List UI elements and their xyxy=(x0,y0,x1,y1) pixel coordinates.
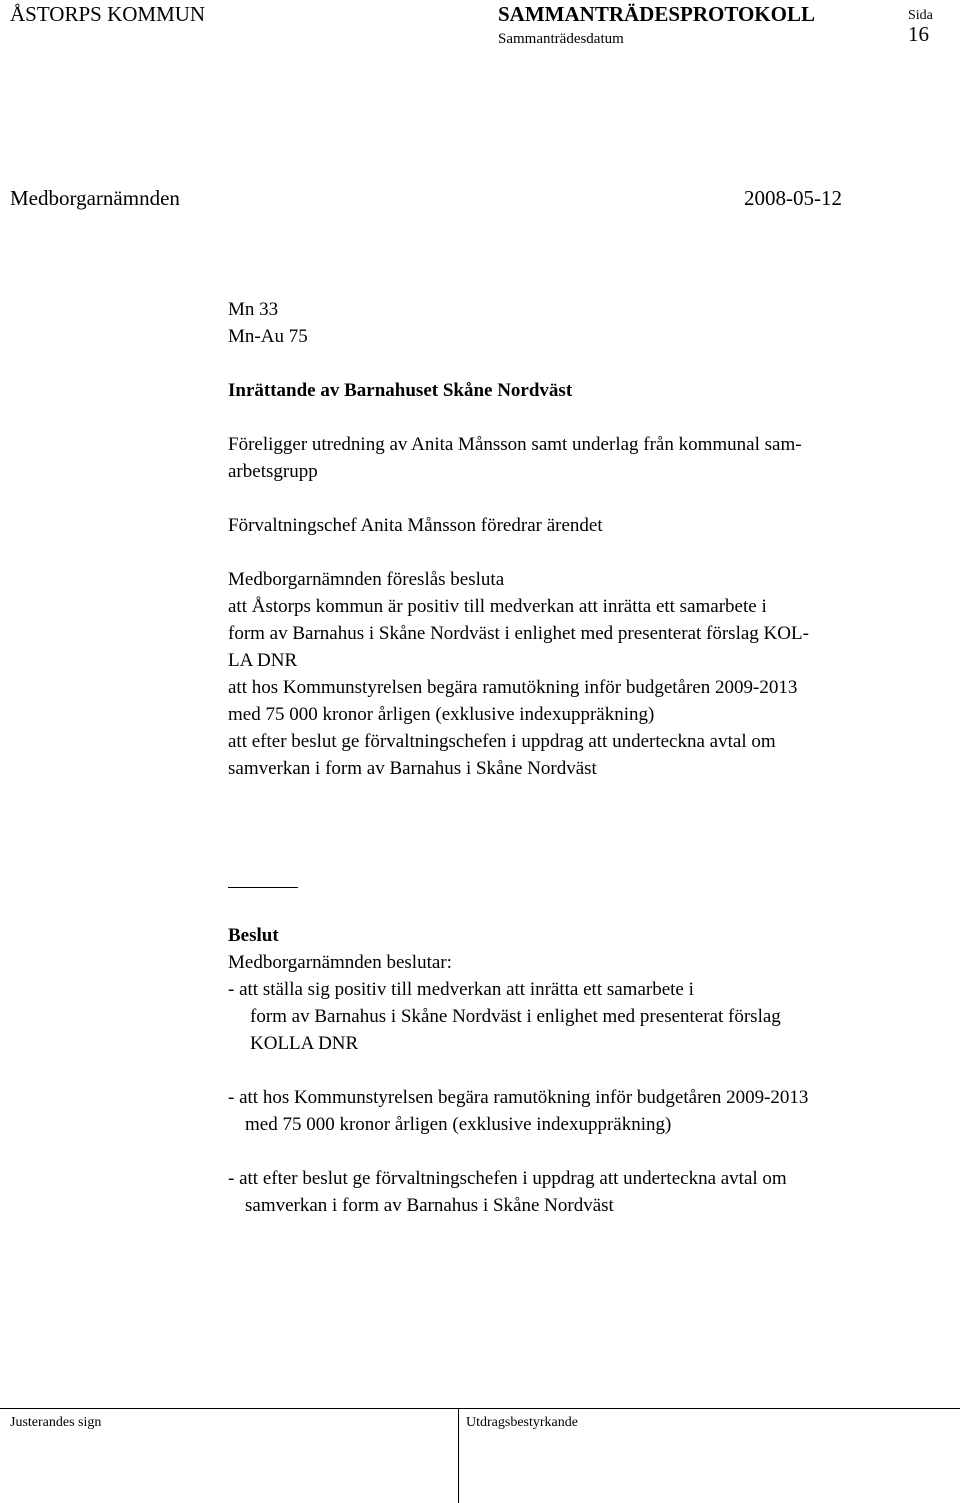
page-number: 16 xyxy=(908,22,929,46)
proposal-line-4: LA DNR xyxy=(228,650,298,671)
item-title: Inrättande av Barnahuset Skåne Nordväst xyxy=(228,380,573,401)
decision-point-3-line-1: - att efter beslut ge förvaltningschefen i uppdrag att underteckna avtal om xyxy=(228,1168,787,1189)
proposal-line-5: att hos Kommunstyrelsen begära ramutökning inför budgetåren 2009-2013 xyxy=(228,677,798,698)
proposal-line-7: att efter beslut ge förvaltningschefen i uppdrag att underteckna avtal om xyxy=(228,731,776,752)
proposal-line-6: med 75 000 kronor årligen (exklusive indexuppräkning) xyxy=(228,704,655,725)
section-separator xyxy=(228,887,298,888)
item-ref-mn: Mn 33 xyxy=(228,299,279,320)
p2-presenter: Förvaltningschef Anita Månsson föredrar ärendet xyxy=(228,515,603,536)
proposal-line-2: att Åstorps kommun är positiv till medverkan att inrätta ett samarbete i xyxy=(228,596,767,617)
meeting-date-label: Sammanträdesdatum xyxy=(498,31,624,47)
meeting-date: 2008-05-12 xyxy=(744,186,842,210)
decision-point-1-line-1: - att ställa sig positiv till medverkan att inrätta ett samarbete i xyxy=(228,979,694,1000)
decision-point-1-line-2: form av Barnahus i Skåne Nordväst i enlighet med presenterat förslag xyxy=(250,1006,781,1027)
organization-name: ÅSTORPS KOMMUN xyxy=(10,2,206,26)
decision-point-2-line-1: - att hos Kommunstyrelsen begära ramutökning inför budgetåren 2009-2013 xyxy=(228,1087,809,1108)
proposal-line-1: Medborgarnämnden föreslås besluta xyxy=(228,569,505,590)
p1-line-2: arbetsgrupp xyxy=(228,461,318,482)
committee-name: Medborgarnämnden xyxy=(10,186,180,210)
decision-point-3-line-2: samverkan i form av Barnahus i Skåne Nordväst xyxy=(245,1195,614,1216)
page-label: Sida xyxy=(908,8,933,23)
footer-rule xyxy=(0,1408,960,1409)
decision-point-1-line-3: KOLLA DNR xyxy=(250,1033,359,1054)
document-type: SAMMANTRÄDESPROTOKOLL xyxy=(498,2,815,26)
decision-intro: Medborgarnämnden beslutar: xyxy=(228,952,452,973)
decision-heading: Beslut xyxy=(228,925,279,946)
p1-line-1: Föreligger utredning av Anita Månsson samt underlag från kommunal sam- xyxy=(228,434,802,455)
item-ref-mn-au: Mn-Au 75 xyxy=(228,326,308,347)
footer-extract-label: Utdragsbestyrkande xyxy=(466,1415,578,1430)
proposal-line-8: samverkan i form av Barnahus i Skåne Nordväst xyxy=(228,758,597,779)
footer-sign-label: Justerandes sign xyxy=(10,1415,102,1430)
footer-divider xyxy=(458,1408,459,1503)
decision-point-2-line-2: med 75 000 kronor årligen (exklusive indexuppräkning) xyxy=(245,1114,672,1135)
proposal-line-3: form av Barnahus i Skåne Nordväst i enlighet med presenterat förslag KOL- xyxy=(228,623,809,644)
